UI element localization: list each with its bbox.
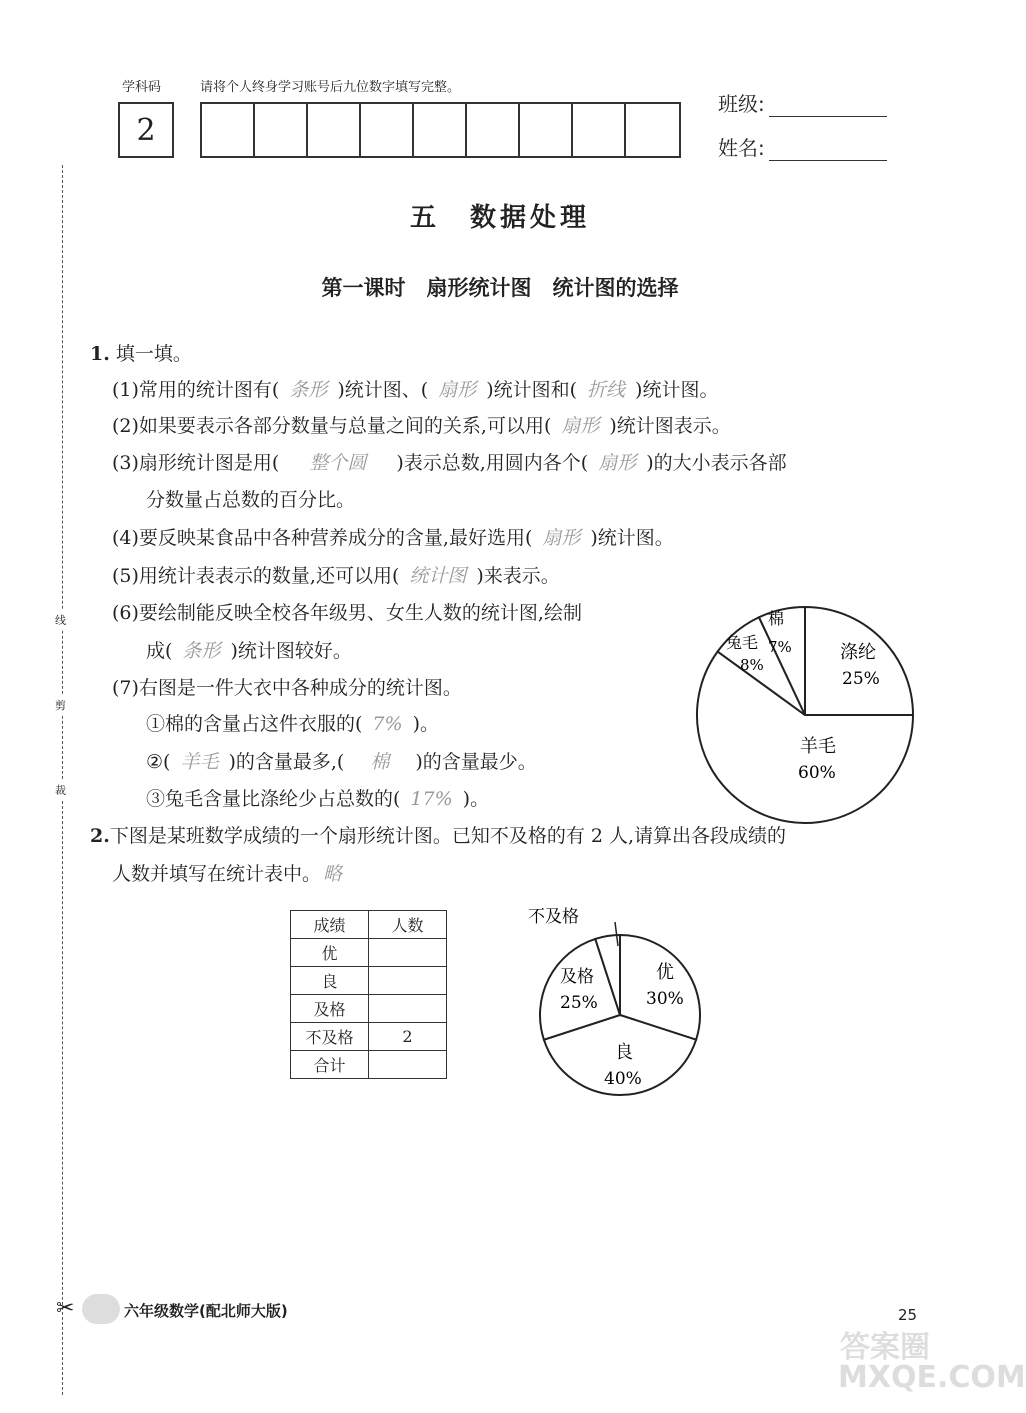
answer-text: 略 (323, 863, 343, 885)
lesson-title: 第一课时 扇形统计图 统计图的选择 (321, 275, 679, 300)
answer-text: 7% (372, 713, 403, 735)
q1-number: 1. (90, 343, 110, 365)
pie1-label-dl: 涤纶 (840, 642, 876, 663)
answer-text: 条形 (182, 640, 221, 662)
pie2-label-you: 优 (656, 962, 674, 983)
pie1-label-m-pct: 7% (768, 638, 792, 656)
q2-number: 2. (90, 825, 110, 847)
id-digit-cell[interactable] (520, 104, 573, 156)
side-label-cut: 剪 (55, 695, 66, 715)
subject-code-box: 2 (118, 102, 174, 158)
footer-book-title: 六年级数学(配北师大版) (124, 1302, 288, 1320)
pie2-label-liang-pct: 40% (604, 1069, 642, 1089)
name-line[interactable] (769, 140, 887, 161)
answer-text: 羊毛 (180, 751, 219, 773)
q2-text-1: 2.下图是某班数学成绩的一个扇形统计图。已知不及格的有 2 人,请算出各段成绩的 (90, 825, 787, 847)
q1-line-1: (1)常用的统计图有( 条形 )统计图、( 扇形 )统计图和( 折线 )统计图。 (112, 379, 719, 401)
q1-line-4: (4)要反映某食品中各种营养成分的含量,最好选用( 扇形 )统计图。 (112, 527, 674, 549)
q1-heading (90, 343, 192, 366)
answer-text: 折线 (587, 379, 626, 401)
q1-line-3: (3)扇形统计图是用( 整个圆 )表示总数,用圆内各个( 扇形 )的大小表示各部 (112, 452, 787, 474)
q1-line-7: (7)右图是一件大衣中各种成分的统计图。 (112, 677, 462, 699)
table-header: 人数 (369, 911, 447, 939)
watermark-logo: 答案圈 (840, 1330, 930, 1365)
answer-text: 扇形 (598, 452, 637, 474)
id-digit-cell[interactable] (467, 104, 520, 156)
table-input-cell[interactable] (369, 939, 447, 967)
table-row: 及格 (291, 995, 447, 1023)
table-header: 成绩 (291, 911, 369, 939)
q1-prompt: 填一填。 (115, 343, 192, 365)
q1-line-7-2: ②( 羊毛 )的含量最多,( 棉 )的含量最少。 (146, 751, 537, 773)
table-row: 合计 (291, 1051, 447, 1079)
answer-text: 整个圆 (309, 452, 367, 474)
table-input-cell[interactable] (369, 995, 447, 1023)
scores-pie-chart (520, 900, 720, 1100)
pie1-label-tm: 兔毛 (726, 633, 759, 652)
q1-line-2: (2)如果要表示各部分数量与总量之间的关系,可以用( 扇形 )统计图表示。 (112, 415, 731, 437)
pie1-label-m: 棉 (768, 609, 785, 628)
book-badge-icon (82, 1294, 120, 1324)
pie1-label-dl-pct: 25% (842, 669, 880, 689)
table-row: 优 (291, 939, 447, 967)
q1-line-5: (5)用统计表表示的数量,还可以用( 统计图 )来表示。 (112, 565, 560, 587)
answer-text: 17% (410, 788, 453, 810)
pie1-label-ym: 羊毛 (800, 736, 836, 757)
side-label-line: 线 (55, 610, 66, 630)
q1-line-3-cont: 分数量占总数的百分比。 (146, 489, 356, 511)
id-digit-cell[interactable] (255, 104, 308, 156)
pie2-label-jige: 及格 (560, 967, 594, 987)
answer-text: 扇形 (438, 379, 477, 401)
q1-line-6-cont: 成( 条形 )统计图较好。 (146, 640, 352, 662)
class-field[interactable] (718, 88, 887, 117)
id-instruction: 请将个人终身学习账号后九位数字填写完整。 (200, 80, 461, 95)
pie1-label-ym-pct: 60% (798, 763, 836, 783)
unit-title: 五 数据处理 (409, 203, 590, 233)
table-row: 不及格 2 (291, 1023, 447, 1051)
id-digit-cell[interactable] (202, 104, 255, 156)
pie2-label-liang: 良 (615, 1042, 633, 1063)
id-input-row[interactable] (200, 102, 681, 158)
class-label: 班级: (718, 92, 765, 116)
answer-text: 条形 (289, 379, 328, 401)
pie2-label-you-pct: 30% (646, 989, 684, 1009)
coat-composition-pie-chart (690, 600, 920, 830)
table-row: 良 (291, 967, 447, 995)
pie2-label-bjg: 不及格 (528, 907, 579, 927)
table-header-row (291, 911, 447, 939)
side-label-crop: 裁 (55, 780, 66, 800)
pie1-label-tm-pct: 8% (740, 656, 764, 674)
q1-line-6: (6)要绘制能反映全校各年级男、女生人数的统计图,绘制 (112, 602, 582, 624)
id-digit-cell[interactable] (414, 104, 467, 156)
q2-text-2: 人数并填写在统计表中。 略 (112, 863, 343, 885)
answer-text: 扇形 (561, 415, 600, 437)
table-input-cell[interactable] (369, 1051, 447, 1079)
subject-code-label: 学科码 (122, 80, 162, 95)
answer-text: 棉 (370, 751, 390, 773)
id-digit-cell[interactable] (308, 104, 361, 156)
class-line[interactable] (769, 96, 887, 117)
scores-table (290, 910, 447, 1079)
q1-line-7-3: ③兔毛含量比涤纶少占总数的( 17% )。 (146, 788, 490, 810)
q1-line-7-1: ①棉的含量占这件衣服的( 7% )。 (146, 713, 439, 735)
name-label: 姓名: (718, 136, 765, 160)
name-field[interactable] (718, 132, 887, 161)
id-digit-cell[interactable] (626, 104, 679, 156)
table-input-cell[interactable] (369, 967, 447, 995)
pie2-label-jige-pct: 25% (560, 993, 598, 1013)
table-cell: 2 (369, 1023, 447, 1051)
answer-text: 统计图 (409, 565, 467, 587)
answer-text: 扇形 (542, 527, 581, 549)
page-number: 25 (898, 1306, 918, 1324)
id-digit-cell[interactable] (573, 104, 626, 156)
id-digit-cell[interactable] (361, 104, 414, 156)
watermark-url: MXQE.COM (838, 1360, 1026, 1395)
scissors-icon: ✂ (56, 1296, 75, 1321)
